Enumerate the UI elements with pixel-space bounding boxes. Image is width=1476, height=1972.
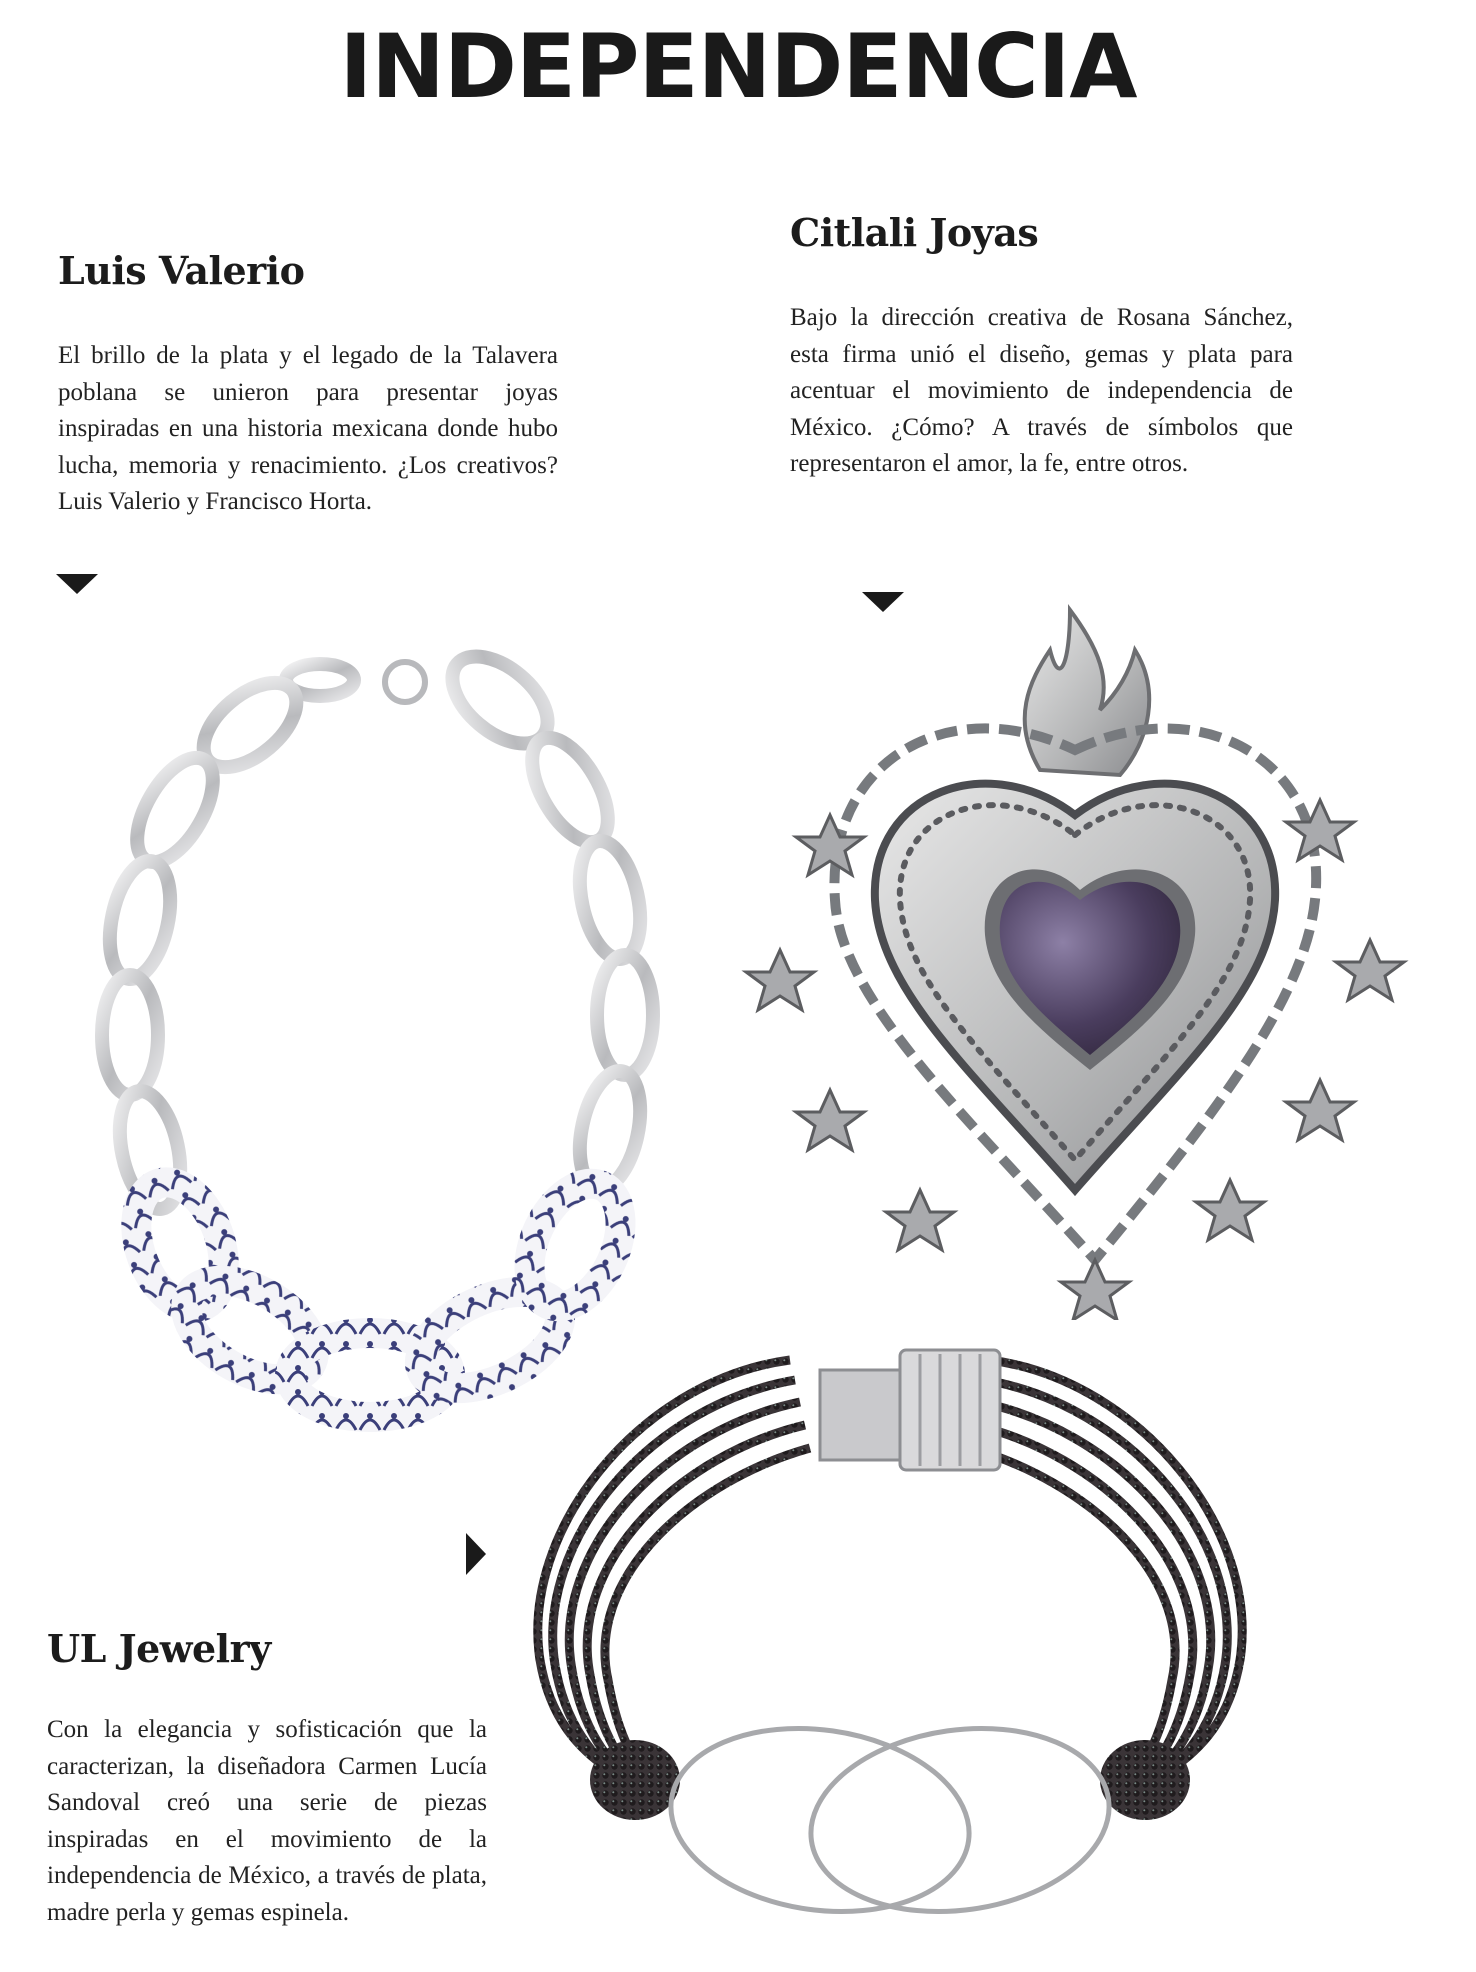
sacred-heart-brooch-image (740, 600, 1410, 1320)
section-heading-ul-jewelry: UL Jewelry (47, 1626, 271, 1671)
section-text-citlali-joyas: Bajo la dirección creativa de Rosana Sánchez, esta firma unió el diseño, gemas y plata para acentuar el movimiento de independencia de México. ¿Cómo? A través de símbolos que representaron el amor, la fe, entre otros. (790, 304, 1293, 477)
pointer-down-icon (56, 574, 98, 596)
pointer-right-icon (466, 1533, 488, 1575)
section-heading-citlali-joyas: Citlali Joyas (790, 210, 1039, 255)
beaded-bracelet-image (520, 1330, 1280, 1930)
section-text-luis-valerio: El brillo de la plata y el legado de la Talavera poblana se unieron para presentar joyas inspiradas en una historia mexicana donde hubo lucha, memoria y renacimiento. ¿Los creativos? Luis Valerio y Francisco Horta. (58, 342, 558, 515)
section-text-ul-jewelry: Con la elegancia y sofisticación que la caracterizan, la diseñadora Carmen Lucía Sandoval creó una serie de piezas inspiradas en el movimiento de la independencia de México, a través de plata, madre perla y gemas espinela. (47, 1716, 487, 1926)
page-title: INDEPENDENCIA (339, 15, 1137, 118)
section-heading-luis-valerio: Luis Valerio (58, 248, 305, 293)
